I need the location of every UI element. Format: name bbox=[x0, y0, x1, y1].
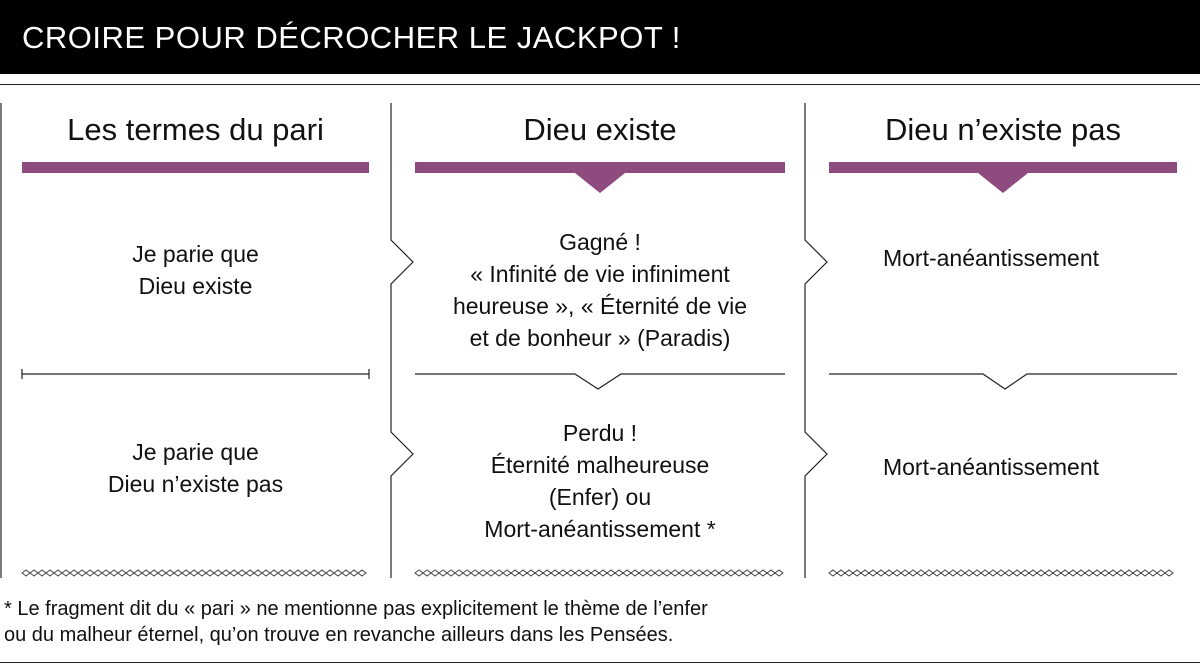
column-header-god-not-exists: Dieu n’existe pas bbox=[884, 112, 1122, 147]
row1-exists-line4: et de bonheur » (Paradis) bbox=[469, 325, 731, 351]
row2-bet-line2: Dieu n’existe pas bbox=[107, 471, 284, 497]
row2-exists-line4: Mort-anéantissement * bbox=[484, 516, 716, 542]
row1-bet-cell bbox=[22, 238, 369, 302]
row1-exists-line1: Gagné ! bbox=[559, 229, 641, 255]
row1-not-exists-line1: Mort-anéantissement bbox=[882, 245, 1100, 271]
footnote bbox=[4, 596, 1184, 648]
row1-bet-line1: Je parie que bbox=[132, 241, 259, 267]
row1-bet-line2: Dieu existe bbox=[138, 273, 253, 299]
zigzag-col3 bbox=[829, 570, 1173, 576]
zigzag-col2 bbox=[415, 570, 783, 576]
row1-exists-line3: heureuse », « Éternité de vie bbox=[452, 293, 748, 319]
row2-exists-line1: Perdu ! bbox=[562, 420, 638, 446]
column-divider-1 bbox=[391, 103, 413, 578]
footnote-line1: * Le fragment dit du « pari » ne mentionne pas explicitement le thème de l’enfer bbox=[4, 598, 708, 620]
column-header-terms: Les termes du pari bbox=[67, 112, 324, 147]
row-separator-col2 bbox=[415, 374, 785, 389]
row1-not-exists-cell bbox=[806, 242, 1176, 274]
row2-exists-cell bbox=[415, 417, 785, 545]
row2-exists-line2: Éternité malheureuse bbox=[490, 452, 710, 478]
row1-exists-cell bbox=[415, 226, 785, 354]
row1-exists-line2: « Infinité de vie infiniment bbox=[470, 261, 730, 287]
row2-exists-line3: (Enfer) ou bbox=[548, 484, 652, 510]
column-divider-2 bbox=[805, 103, 827, 578]
row2-not-exists-line1: Mort-anéantissement bbox=[882, 454, 1100, 480]
col2-accent-bar bbox=[415, 162, 785, 193]
row-separator-col3 bbox=[829, 374, 1177, 389]
row2-not-exists-cell bbox=[806, 451, 1176, 483]
footnote-line2: ou du malheur éternel, qu’on trouve en revanche ailleurs dans les Pensées. bbox=[4, 624, 674, 646]
row2-bet-line1: Je parie que bbox=[132, 439, 259, 465]
col1-accent-bar bbox=[22, 162, 369, 173]
zigzag-col1 bbox=[22, 570, 366, 576]
column-header-god-exists: Dieu existe bbox=[523, 112, 677, 147]
row2-bet-cell bbox=[22, 436, 369, 500]
col3-accent-bar bbox=[829, 162, 1177, 193]
banner-title: CROIRE POUR DÉCROCHER LE JACKPOT ! bbox=[22, 20, 681, 55]
